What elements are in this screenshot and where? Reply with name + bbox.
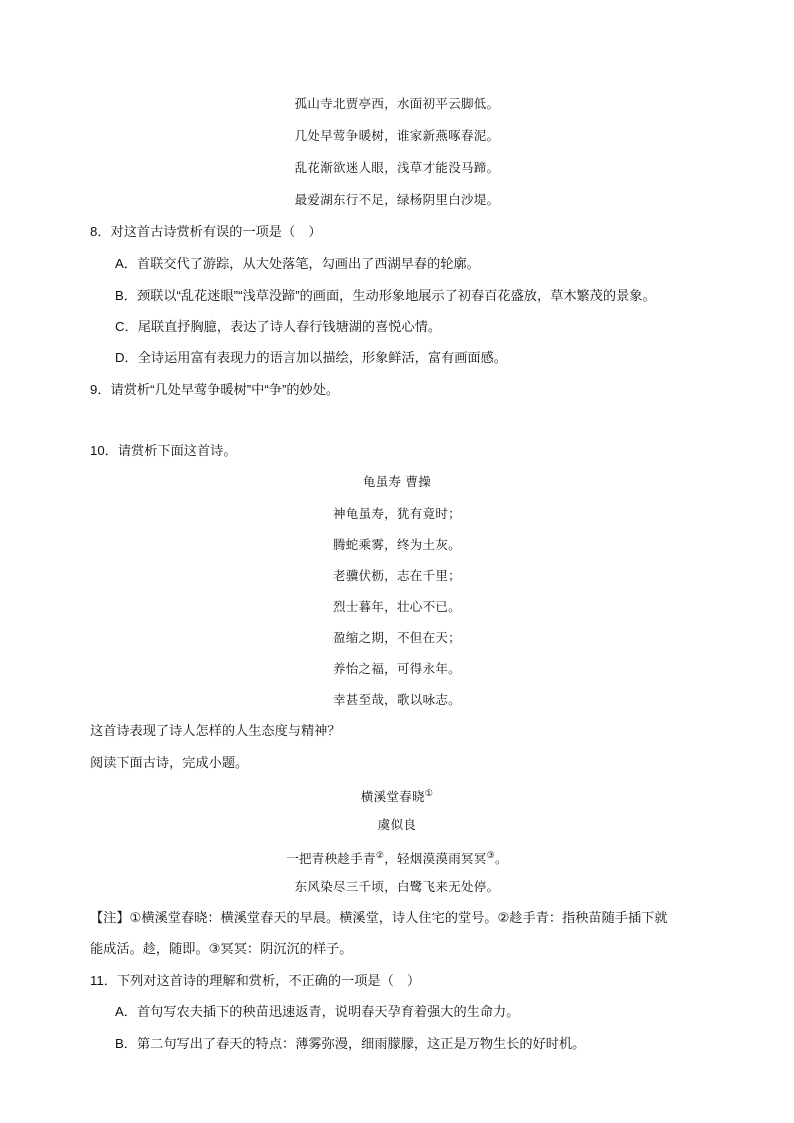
poem2-line: 养怡之福，可得永年。 (332, 661, 461, 676)
note-line: 【注】①横溪堂春晓：横溪堂春天的早晨。横溪堂，诗人住宅的堂号。②趁手青：指秧苗随手插下就 (90, 910, 668, 925)
reading-intro: 阅读下面古诗，完成小题。 (90, 755, 249, 770)
poem2-line: 幸甚至哉，歌以咏志。 (332, 692, 461, 707)
poem3-line: 东风染尽三千顷，白鹭飞来无处停。 (294, 879, 500, 894)
footnote-mark: ① (424, 789, 434, 799)
poem3-author: 虞似良 (377, 817, 417, 832)
question-8-option-b: B．颈联以“乱花迷眼”“浅草没蹄”的画面，生动形象地展示了初春百花盛放，草木繁茂的景象。 (115, 288, 656, 303)
poem3-title (0, 786, 794, 805)
poem2-line: 腾蛇乘雾，终为土灰。 (332, 537, 461, 552)
poem2-line: 神龟虽寿，犹有竟时； (332, 506, 461, 521)
poem2-line: 老骥伏枥，志在千里； (332, 568, 461, 583)
footnote-mark: ③ (486, 851, 495, 861)
poem1-line: 最爱湖东行不足，绿杨阴里白沙堤。 (294, 192, 500, 207)
question-8-option-a: A．首联交代了游踪，从大处落笔，勾画出了西湖早春的轮廓。 (115, 256, 480, 271)
question-11-option-b: B．第二句写出了春天的特点：薄雾弥漫，细雨朦朦，这正是万物生长的好时机。 (115, 1036, 586, 1051)
question-9-stem: 9．请赏析“几处早莺争暖树”中“争”的妙处。 (90, 382, 340, 397)
poem3-line-part: 。 (494, 851, 508, 866)
question-10-prompt: 这首诗表现了诗人怎样的人生态度与精神？ (90, 723, 341, 738)
question-8-option-d: D．全诗运用富有表现力的语言加以描绘，形象鲜活，富有画面感。 (115, 350, 507, 365)
poem2-line: 烈士暮年，壮心不已。 (332, 599, 461, 614)
poem3-title-text: 横溪堂春晓 (360, 789, 425, 804)
poem2-line: 盈缩之期，不但在天； (332, 630, 461, 645)
poem2-title: 龟虽寿 曹操 (362, 474, 432, 489)
poem3-line (0, 848, 794, 867)
question-8-option-c: C．尾联直抒胸臆，表达了诗人春行钱塘湖的喜悦心情。 (115, 319, 442, 334)
question-11-stem: 11．下列对这首诗的理解和赏析，不正确的一项是（ ） (90, 973, 421, 988)
poem1-line: 几处早莺争暖树，谁家新燕啄春泥。 (294, 128, 500, 143)
poem3-line-part: 一把青秧趁手青 (286, 851, 376, 866)
footnote-mark: ② (375, 851, 385, 861)
poem1-line: 乱花渐欲迷人眼，浅草才能没马蹄。 (294, 160, 500, 175)
note-line: 能成活。趁，随即。③冥冥：阴沉沉的样子。 (90, 941, 353, 956)
question-8-stem: 8．对这首古诗赏析有误的一项是（ ） (90, 224, 322, 239)
poem3-line-part: ，轻烟漠漠雨冥冥 (384, 851, 487, 866)
question-10-stem: 10．请赏析下面这首诗。 (90, 443, 237, 458)
poem1-line: 孤山寺北贾亭西，水面初平云脚低。 (294, 96, 500, 111)
question-11-option-a: A．首句写农夫插下的秧苗迅速返青，说明春天孕育着强大的生命力。 (115, 1004, 520, 1019)
